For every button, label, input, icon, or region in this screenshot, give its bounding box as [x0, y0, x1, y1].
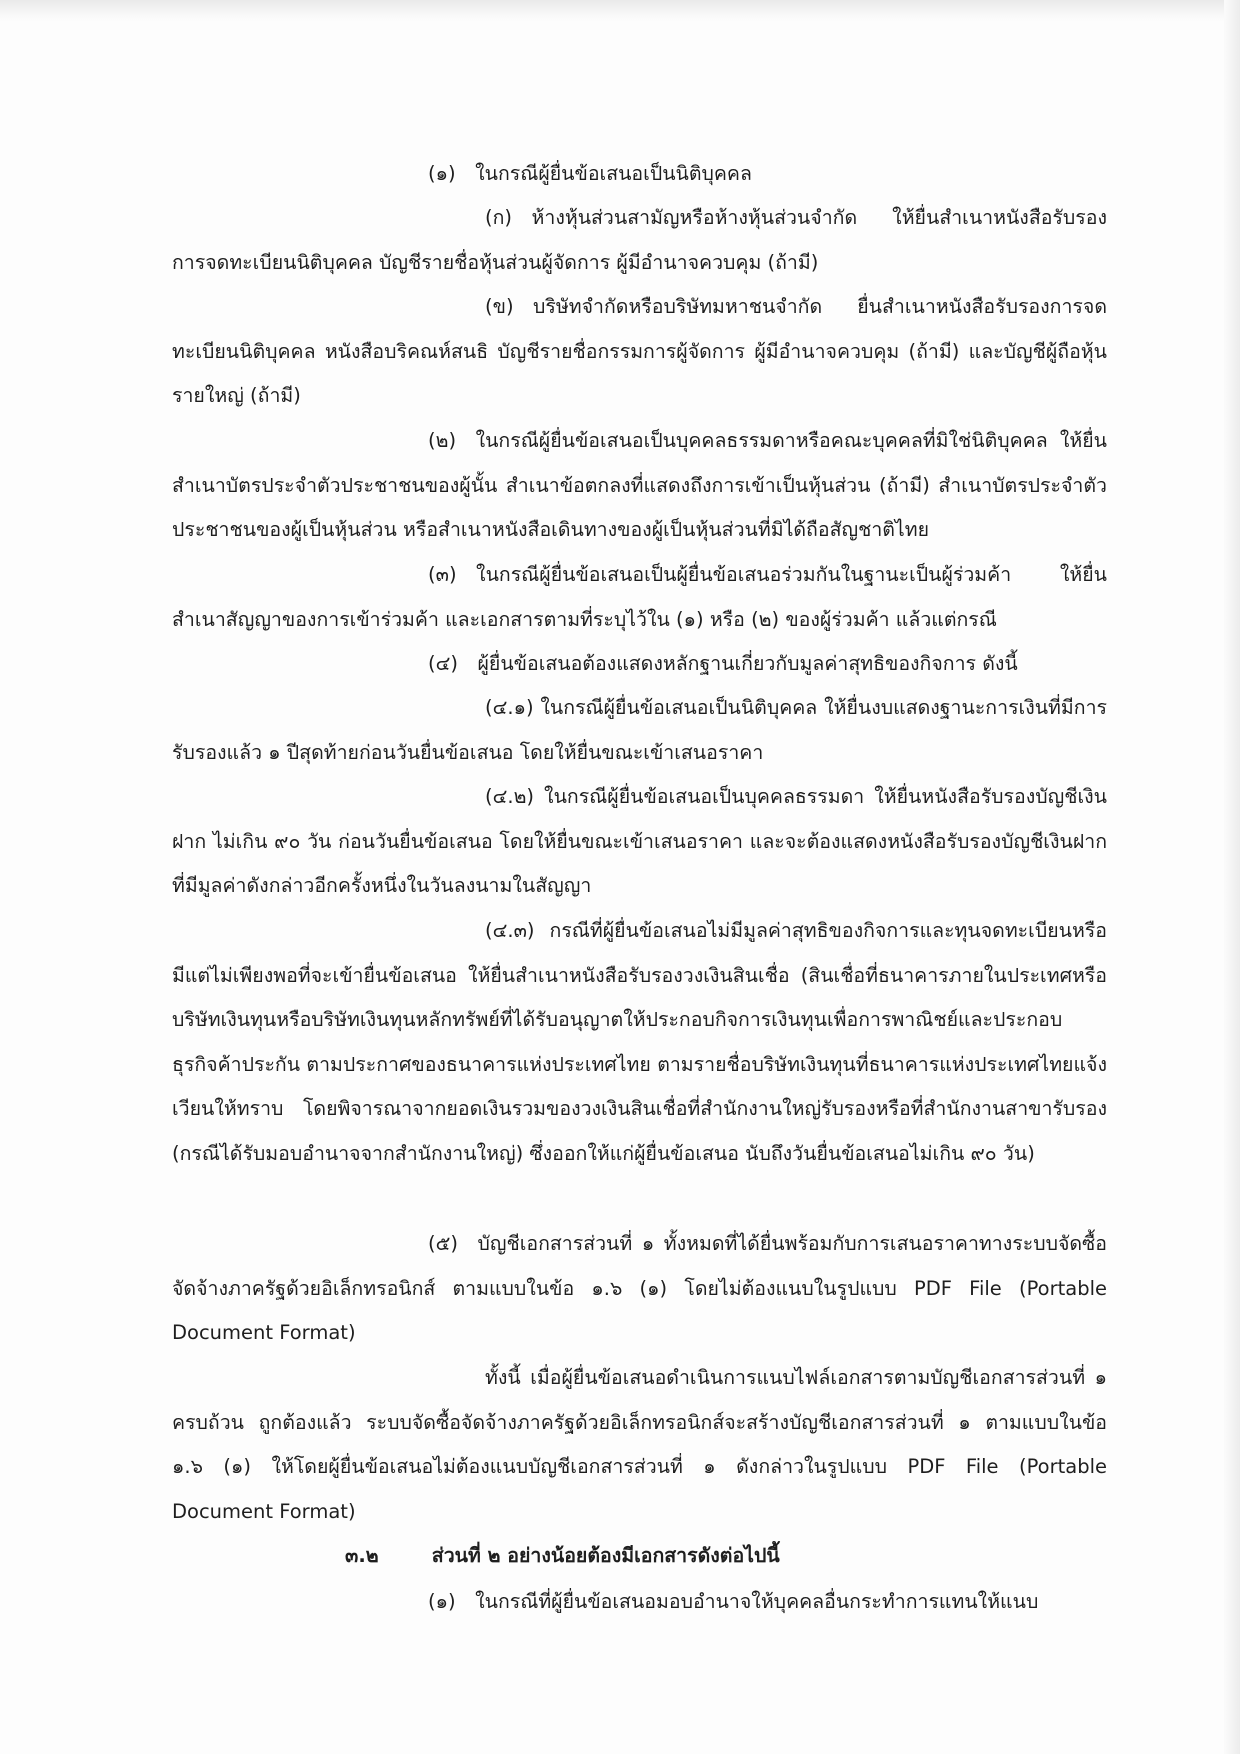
clause-4-2: (๔.๒) ในกรณีผู้ยื่นข้อเสนอเป็นบุคคลธรรมดา ให้ยื่นหนังสือรับรองบัญชีเงินฝาก ไม่เกิน ๙๐ วัน ก่อนวันยื่นข้อเสนอ โดยให้ยื่นขณะเข้าเสนอราคา และจะต้องแสดงหนังสือรับรองบัญชีเงินฝากที่มีมูลค่าดังกล่าวอีกครั้งหนึ่งในวันลงนามในสัญญา: [172, 785, 1107, 898]
clause-4-1: (๔.๑) ในกรณีผู้ยื่นข้อเสนอเป็นนิติบุคคล ให้ยื่นงบแสดงฐานะการเงินที่มีการรับรองแล้ว ๑ ปีสุดท้ายก่อนวันยื่นข้อเสนอ โดยให้ยื่นขณะเข้าเสนอราคา: [172, 696, 1107, 764]
clause-5: (๕) บัญชีเอกสารส่วนที่ ๑ ทั้งหมดที่ได้ยื่นพร้อมกับการเสนอราคาทางระบบจัดซื้อจัดจ้างภาครัฐด้วยอิเล็กทรอนิกส์ ตามแบบในข้อ ๑.๖ (๑) โดยไม่ต้องแนบในรูปแบบ PDF File (Portable Document Format): [172, 1232, 1107, 1345]
clause-4: (๔) ผู้ยื่นข้อเสนอต้องแสดงหลักฐานเกี่ยวกับมูลค่าสุทธิของกิจการ ดังนี้: [428, 652, 1018, 675]
scan-edge-top: [0, 0, 1240, 22]
section-title: ส่วนที่ ๒ อย่างน้อยต้องมีเอกสารดังต่อไปนี้: [431, 1544, 780, 1567]
section-number: ๓.๒: [345, 1544, 379, 1567]
clause-2: (๒) ในกรณีผู้ยื่นข้อเสนอเป็นบุคคลธรรมดาหรือคณะบุคคลที่มิใช่นิติบุคคล ให้ยื่นสำเนาบัตรประจำตัวประชาชนของผู้นั้น สำเนาข้อตกลงที่แสดงถึงการเข้าเป็นหุ้นส่วน (ถ้ามี) สำเนาบัตรประจำตัวประชาชนของผู้เป็นหุ้นส่วน หรือสำเนาหนังสือเดินทางของผู้เป็นหุ้นส่วนที่มิได้ถือสัญชาติไทย: [172, 429, 1107, 542]
section-heading: [345, 1534, 1105, 1579]
scan-edge-right: [1224, 0, 1240, 1754]
clause-1: (๑) ในกรณีผู้ยื่นข้อเสนอเป็นนิติบุคคล: [428, 162, 752, 185]
section2-clause-1: (๑) ในกรณีที่ผู้ยื่นข้อเสนอมอบอำนาจให้บุคคลอื่นกระทำการแทนให้แนบ: [428, 1590, 1039, 1613]
clause-3: (๓) ในกรณีผู้ยื่นข้อเสนอเป็นผู้ยื่นข้อเสนอร่วมกันในฐานะเป็นผู้ร่วมค้า ให้ยื่นสำเนาสัญญาของการเข้าร่วมค้า และเอกสารตามที่ระบุไว้ใน (๑) หรือ (๒) ของผู้ร่วมค้า แล้วแต่กรณี: [172, 563, 1107, 631]
clause-1b: (ข) บริษัทจำกัดหรือบริษัทมหาชนจำกัด ยื่นสำเนาหนังสือรับรองการจดทะเบียนนิติบุคคล หนังสือบริคณห์สนธิ บัญชีรายชื่อกรรมการผู้จัดการ ผู้มีอำนาจควบคุม (ถ้ามี) และบัญชีผู้ถือหุ้นรายใหญ่ (ถ้ามี): [172, 295, 1107, 408]
clause-1a: (ก) ห้างหุ้นส่วนสามัญหรือห้างหุ้นส่วนจำกัด ให้ยื่นสำเนาหนังสือรับรองการจดทะเบียนนิติบุคคล บัญชีรายชื่อหุ้นส่วนผู้จัดการ ผู้มีอำนาจควบคุม (ถ้ามี): [172, 206, 1107, 274]
clause-4-3: (๔.๓) กรณีที่ผู้ยื่นข้อเสนอไม่มีมูลค่าสุทธิของกิจการและทุนจดทะเบียนหรือมีแต่ไม่เพียงพอที่จะเข้ายื่นข้อเสนอ ให้ยื่นสำเนาหนังสือรับรองวงเงินสินเชื่อ (สินเชื่อที่ธนาคารภายในประเทศหรือบริษัทเงินทุนหรือบริษัทเงินทุนหลักทรัพย์ที่ได้รับอนุญาตให้ประกอบกิจการเงินทุนเพื่อการพาณิชย์และประกอบธุรกิจค้าประกัน ตามประกาศของธนาคารแห่งประเทศไทย ตามรายชื่อบริษัทเงินทุนที่ธนาคารแห่งประเทศไทยแจ้งเวียนให้ทราบ โดยพิจารณาจากยอดเงินรวมของวงเงินสินเชื่อที่สำนักงานใหญ่รับรองหรือที่สำนักงานสาขารับรอง (กรณีได้รับมอบอำนาจจากสำนักงานใหญ่) ซึ่งออกให้แก่ผู้ยื่นข้อเสนอ นับถึงวันยื่นข้อเสนอไม่เกิน ๙๐ วัน): [172, 919, 1107, 1165]
clause-note: ทั้งนี้ เมื่อผู้ยื่นข้อเสนอดำเนินการแนบไฟล์เอกสารตามบัญชีเอกสารส่วนที่ ๑ ครบถ้วน ถูกต้องแล้ว ระบบจัดซื้อจัดจ้างภาครัฐด้วยอิเล็กทรอนิกส์จะสร้างบัญชีเอกสารส่วนที่ ๑ ตามแบบในข้อ ๑.๖ (๑) ให้โดยผู้ยื่นข้อเสนอไม่ต้องแนบบัญชีเอกสารส่วนที่ ๑ ดังกล่าวในรูปแบบ PDF File (Portable Document Format): [172, 1366, 1107, 1523]
